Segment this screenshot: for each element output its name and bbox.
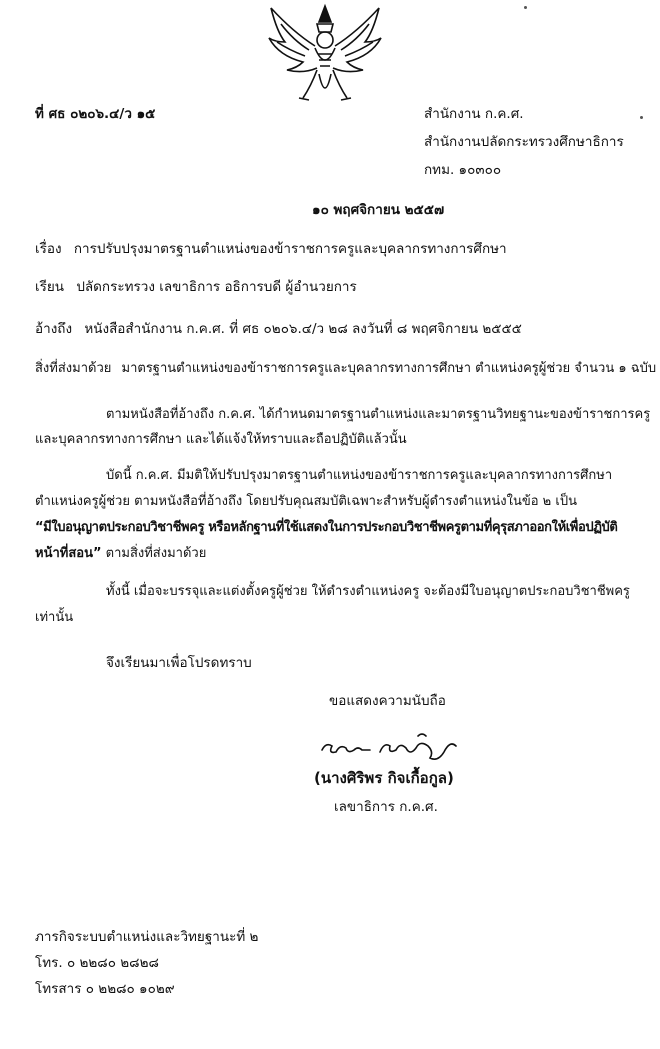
handwritten-signature [318, 728, 468, 764]
to-text: ปลัดกระทรวง เลขาธิการ อธิการบดี ผู้อำนวยการ [76, 279, 357, 295]
enclosure-label: สิ่งที่ส่งมาด้วย [35, 361, 112, 376]
reference-text: หนังสือสำนักงาน ก.ค.ศ. ที่ ศธ ๐๒๐๖.๔/ว ๒๘ ลงวันที่ ๘ พฤศจิกายน ๒๕๕๕ [84, 321, 522, 337]
to-label: เรียน [35, 279, 65, 295]
subject-row [35, 237, 507, 259]
reference-number: ที่ ศธ ๐๒๐๖.๔/ว ๑๕ [35, 106, 156, 122]
footer-fax: โทรสาร ๐ ๒๒๘๐ ๑๐๒๙ [35, 981, 175, 997]
paragraph-2-line-3: “มีใบอนุญาตประกอบวิชาชีพครู หรือหลักฐานที่ใช้แสดงในการประกอบวิชาชีพครูตามที่คุรุสภาออกให้เพื่อปฏิบัติ [35, 520, 618, 535]
subject-label: เรื่อง [35, 241, 62, 257]
paragraph-2-line-4 [35, 542, 206, 563]
paragraph-1-line-1: ตามหนังสือที่อ้างถึง ก.ค.ศ. ได้กำหนดมาตรฐานตำแหน่งและมาตรฐานวิทยฐานะของข้าราชการครู [106, 407, 651, 422]
signatory-name: (นางศิริพร กิจเกื้อกูล) [314, 769, 454, 787]
garuda-emblem [263, 2, 387, 106]
subject-text: การปรับปรุงมาตรฐานตำแหน่งของข้าราชการครูและบุคลากรทางการศึกษา [73, 241, 507, 257]
paragraph-2-line-1: บัดนี้ ก.ค.ศ. มีมติให้ปรับปรุงมาตรฐานตำแหน่งของข้าราชการครูและบุคลากรทางการศึกษา [106, 468, 613, 483]
footer-telephone: โทร. ๐ ๒๒๘๐ ๒๘๒๘ [35, 955, 159, 971]
reference-label: อ้างถึง [35, 321, 73, 337]
office-department: สำนักงานปลัดกระทรวงศึกษาธิการ [424, 134, 624, 150]
enclosure-row [35, 357, 656, 378]
to-row [35, 275, 357, 297]
scan-speck [640, 116, 643, 119]
paragraph-3-line-2: เท่านั้น [35, 610, 74, 625]
office-name: สำนักงาน ก.ค.ศ. [424, 106, 524, 122]
signatory-position: เลขาธิการ ก.ค.ศ. [334, 799, 438, 815]
office-address: กทม. ๑๐๓๐๐ [424, 162, 502, 178]
scan-speck [524, 6, 527, 9]
paragraph-2-line-2: ตำแหน่งครูผู้ช่วย ตามหนังสือที่อ้างถึง โดยปรับคุณสมบัติเฉพาะสำหรับผู้ดำรงตำแหน่งในข้อ ๒ เป็น [35, 494, 577, 509]
paragraph-2-emphasis: หน้าที่สอน” [35, 546, 102, 561]
paragraph-2-tail: ตามสิ่งที่ส่งมาด้วย [101, 546, 207, 561]
closing-request: จึงเรียนมาเพื่อโปรดทราบ [106, 655, 252, 671]
letter-date: ๑๐ พฤศจิกายน ๒๕๕๗ [312, 202, 445, 218]
reference-row [35, 317, 522, 339]
paragraph-1-line-2: และบุคลากรทางการศึกษา และได้แจ้งให้ทราบและถือปฏิบัติแล้วนั้น [35, 432, 407, 447]
paragraph-3-line-1: ทั้งนี้ เมื่อจะบรรจุและแต่งตั้งครูผู้ช่วย ให้ดำรงตำแหน่งครู จะต้องมีใบอนุญาตประกอบวิชาชีพครู [106, 584, 630, 599]
footer-department: ภารกิจระบบตำแหน่งและวิทยฐานะที่ ๒ [35, 929, 259, 945]
closing-salutation: ขอแสดงความนับถือ [329, 693, 446, 709]
enclosure-text: มาตรฐานตำแหน่งของข้าราชการครูและบุคลากรทางการศึกษา ตำแหน่งครูผู้ช่วย จำนวน ๑ ฉบับ [121, 361, 657, 376]
